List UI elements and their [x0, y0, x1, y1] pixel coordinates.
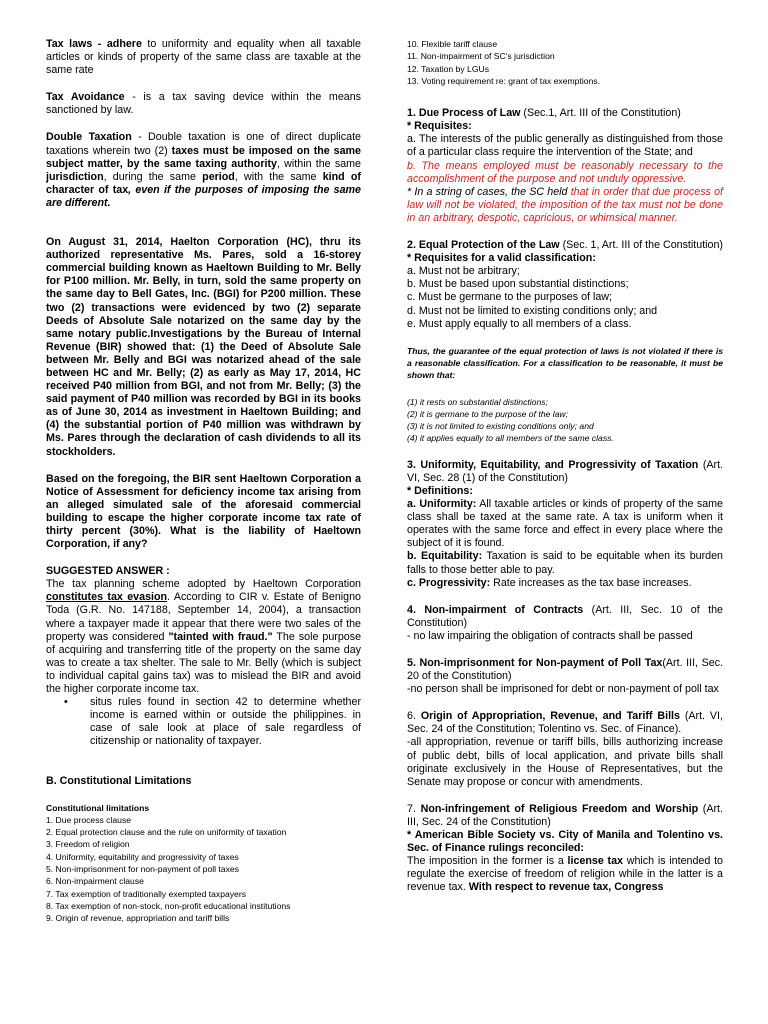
double-taxation-text-g: , with the same — [234, 170, 323, 183]
progressivity-text: Rate increases as the tax base increases. — [490, 576, 692, 589]
tax-avoidance-paragraph — [46, 91, 361, 117]
tax-laws-paragraph — [46, 38, 361, 77]
answer-text-b: constitutes tax evasion — [46, 591, 168, 604]
non-impairment-title: 4. Non-impairment of Contracts — [407, 603, 584, 616]
limitation-item: 5. Non-imprisonment for non-payment of poll taxes — [46, 864, 239, 875]
uniformity-heading — [407, 459, 723, 485]
limitation-item: 9. Origin of revenue, appropriation and tariff bills — [46, 913, 230, 924]
equal-protection-thus: Thus, the guarantee of the equal protection of laws is not violated if there is a reasonable classification. For a classification to be reasonable, it must be shown that: — [407, 345, 723, 381]
section-b-heading: B. Constitutional Limitations — [46, 774, 192, 787]
condition-item: (2) it is germane to the purpose of the law; — [407, 408, 568, 419]
classification-conditions-list — [407, 396, 723, 445]
requisite-item: d. Must not be limited to existing conditions only; and — [407, 304, 658, 317]
double-taxation-paragraph — [46, 131, 361, 210]
answer-text-a: The tax planning scheme adopted by Haeltown Corporation — [46, 578, 361, 591]
rf-text-d: With respect to revenue tax, Congress — [468, 881, 664, 894]
poll-tax-title: 5. Non-imprisonment for Non-payment of Poll Tax — [407, 656, 663, 669]
origin-bills-heading — [407, 710, 723, 736]
condition-item: (4) it applies equally to all members of the same class. — [407, 433, 614, 444]
equitability-definition — [407, 550, 723, 576]
limitation-item: 4. Uniformity, equitability and progressivity of taxes — [46, 851, 239, 862]
due-process-requisites-label: * Requisites: — [407, 120, 472, 133]
left-column — [46, 38, 361, 925]
tax-avoidance-text: - is a tax saving device within the means sanctioned by law. — [46, 91, 361, 117]
uniformity-definition — [407, 498, 723, 550]
non-impairment-citation: (Art. III, Sec. 10 of the Constitution) — [407, 603, 723, 629]
rf-text-c: which is intended to regulate the exercise of freedom of religion while in the latter is a revenue tax. — [407, 855, 723, 894]
right-column — [407, 38, 723, 894]
double-taxation-text-i: , even if the purposes of imposing the same are different. — [46, 183, 361, 209]
religious-freedom-citation: (Art. III, Sec. 24 of the Constitution) — [407, 802, 723, 828]
answer-text-c: . According to CIR v. Estate of Benigno Toda (G.R. No. 147188, September 14, 2004), a transaction where a taxpayer made it appear that there were two sales of the property was considered — [46, 591, 361, 643]
condition-item: (3) it is not limited to existing conditions only; and — [407, 421, 594, 432]
limitation-item: 6. Non-impairment clause — [46, 876, 144, 887]
origin-bills-number: 6. — [407, 710, 421, 723]
limitation-item: 12. Taxation by LGUs — [407, 63, 490, 74]
limitations-continued — [407, 38, 723, 87]
tax-avoidance-term: Tax Avoidance — [46, 91, 125, 104]
due-process-requisite-a: a. The interests of the public generally as distinguished from those of a particular class require the intervention of the State; and — [407, 133, 723, 159]
due-process-heading — [407, 107, 723, 120]
uniformity-text: All taxable articles or kinds of property of the same class shall be taxed at the same rate. A tax is uniform when it operates with the same force and effect in every place where the subject of it is found. — [407, 498, 723, 550]
limitation-item: 13. Voting requirement re: grant of tax exemptions. — [407, 75, 600, 86]
limitation-item: 11. Non-impairment of SC's jurisdiction — [407, 51, 555, 62]
sc-held-intro: * In a string of cases, the SC held — [407, 185, 571, 198]
situs-bullet-item: • situs rules found in section 42 to determine whether income is earned within or outside the philippines. in case of sale look at place of sale regardless of citizenship or nationality of taxpayer. — [46, 696, 361, 748]
equitability-term: b. Equitability: — [407, 550, 483, 563]
answer-text-d: "tainted with fraud." — [168, 630, 273, 643]
religious-freedom-cases: * American Bible Society vs. City of Manila and Tolentino vs. Sec. of Finance rulings reconciled: — [407, 829, 723, 855]
due-process-title: 1. Due Process of Law — [407, 107, 521, 120]
tax-laws-text: to uniformity and equality when all taxable articles or kinds of property of the same class are taxable at the same rate — [46, 38, 362, 77]
requisite-item: e. Must apply equally to all members of a class. — [407, 317, 632, 330]
religious-freedom-heading — [407, 803, 723, 829]
religious-freedom-paragraph — [407, 855, 723, 894]
double-taxation-text-c: , within the same — [276, 157, 361, 170]
equal-protection-citation: (Sec. 1, Art. III of the Constitution) — [559, 239, 723, 252]
limitation-item: 7. Tax exemption of traditionally exempted taxpayers — [46, 888, 246, 899]
case-facts-paragraph: On August 31, 2014, Haelton Corporation (HC), thru its authorized representative Ms. Pares, sold a 16-storey commercial building known as Haeltown Building to Mr. Belly for P100 million. Mr. Belly, in turn, sold the same property on the same day to Bell Gates, Inc. (BGI) for P200 million. These two (2) transactions were evidenced by two (2) separate Deeds of Absolute Sale notarized on the same day by the same notary public.Investigations by the Bureau of Internal Revenue (BIR) showed that: (1) the Deed of Absolute Sale between Mr. Belly and BGI was notarized ahead of the sale between HC and Mr. Belly; (2) as early as May 17, 2014, HC received P40 million from BGI, and not from Mr. Belly; (3) the said payment of P40 million was recorded by BGI in its books as of June 30, 2014 as investment in Haeltown Building; and (4) the substantial portion of P40 million was withdrawn by Ms. Pares through the declaration of cash dividends to all its stockholders. — [46, 236, 361, 458]
double-taxation-text-a: - Double taxation is one of direct duplicate taxations wherein two (2) — [46, 131, 361, 157]
origin-bills-title: Origin of Appropriation, Revenue, and Tariff Bills — [420, 710, 680, 723]
equal-protection-requisites-list — [407, 265, 723, 330]
origin-bills-citation: (Art. VI, Sec. 24 of the Constitution; Tolentino vs. Sec. of Finance). — [407, 710, 723, 736]
condition-item: (1) it rests on substantial distinctions; — [407, 396, 548, 407]
requisite-item: a. Must not be arbitrary; — [407, 265, 520, 278]
double-taxation-text-h: kind of character of tax — [46, 170, 361, 196]
uniformity-definitions-label: * Definitions: — [407, 484, 473, 497]
equal-protection-requisites-label: * Requisites for a valid classification: — [407, 252, 596, 265]
requisite-item: c. Must be germane to the purposes of law; — [407, 291, 612, 304]
suggested-answer-heading: SUGGESTED ANSWER : — [46, 565, 170, 578]
limitation-item: 8. Tax exemption of non-stock, non-profit educational institutions — [46, 900, 291, 911]
religious-freedom-number: 7. — [407, 802, 421, 815]
double-taxation-text-e: , during the same — [103, 170, 203, 183]
answer-text-e: The sole purpose of acquiring and transferring title of the property on the same day was to create a tax shelter. The sale to Mr. Belly (which is subject to individual capital gains tax) was to mislead the BIR and avoid the higher corporate income tax. — [46, 630, 362, 696]
double-taxation-term: Double Taxation — [46, 131, 132, 144]
limitations-block — [46, 802, 361, 925]
uniformity-term: a. Uniformity: — [407, 498, 477, 511]
equal-protection-title: 2. Equal Protection of the Law — [407, 239, 560, 252]
limitation-item: 3. Freedom of religion — [46, 839, 130, 850]
poll-tax-citation: (Art. III, Sec. 20 of the Constitution) — [407, 656, 724, 683]
progressivity-definition — [407, 577, 723, 590]
equitability-text: Taxation is said to be equitable when its burden falls to those better able to pay. — [407, 550, 723, 576]
limitation-item: 2. Equal protection clause and the rule on uniformity of taxation — [46, 827, 287, 838]
rf-text-b: license tax — [567, 855, 623, 868]
uniformity-title: 3. Uniformity, Equitability, and Progressivity of Taxation — [407, 458, 699, 471]
case-question-paragraph: Based on the foregoing, the BIR sent Haeltown Corporation a Notice of Assessment for deficiency income tax arising from an alleged simulated sale of the aforesaid commercial building to escape the higher corporate income tax rate of thirty percent (30%). What is the liability of Haeltown Corporation, if any? — [46, 472, 361, 551]
suggested-answer-paragraph — [46, 578, 361, 696]
poll-tax-note: -no person shall be imprisoned for debt or non-payment of poll tax — [407, 683, 719, 696]
sc-held-text: that in order that due process of law will not be violated, the imposition of the tax must not be done in an arbitrary, despotic, capricious, or whimsical manner. — [407, 185, 723, 224]
double-taxation-text-f: period — [202, 170, 235, 183]
non-impairment-note: - no law impairing the obligation of contracts shall be passed — [407, 629, 693, 642]
limitations-heading: Constitutional limitations — [46, 802, 150, 813]
religious-freedom-title: Non-infringement of Religious Freedom and Worship — [420, 802, 699, 815]
rf-text-a: The imposition in the former is a — [407, 855, 568, 868]
limitation-item: 10. Flexible tariff clause — [407, 39, 498, 49]
tax-laws-term: Tax laws - adhere — [46, 38, 142, 50]
non-impairment-heading — [407, 604, 723, 630]
double-taxation-text-d: jurisdiction — [46, 170, 104, 183]
due-process-citation: (Sec.1, Art. III of the Constitution) — [520, 107, 681, 120]
origin-bills-note: -all appropriation, revenue or tariff bills, bills authorizing increase of public debt, bills of local application, and private bills shall originate exclusively in the House of Representatives, but the Senate may propose or concur with amendments. — [407, 736, 723, 788]
limitation-item: 1. Due process clause — [46, 814, 132, 825]
poll-tax-heading — [407, 657, 723, 683]
equal-protection-heading — [407, 239, 723, 252]
due-process-requisite-b: b. The means employed must be reasonably necessary to the accomplishment of the purpose and not unduly oppressive. — [407, 159, 723, 185]
progressivity-term: c. Progressivity: — [407, 576, 491, 589]
situs-bullet-list — [46, 696, 361, 748]
double-taxation-text-b: taxes must be imposed on the same subject matter, by the same taxing authority — [46, 144, 361, 170]
uniformity-citation: (Art. VI, Sec. 28 (1) of the Constitution) — [407, 458, 724, 484]
due-process-sc-held — [407, 186, 723, 225]
requisite-item: b. Must be based upon substantial distinctions; — [407, 278, 629, 291]
